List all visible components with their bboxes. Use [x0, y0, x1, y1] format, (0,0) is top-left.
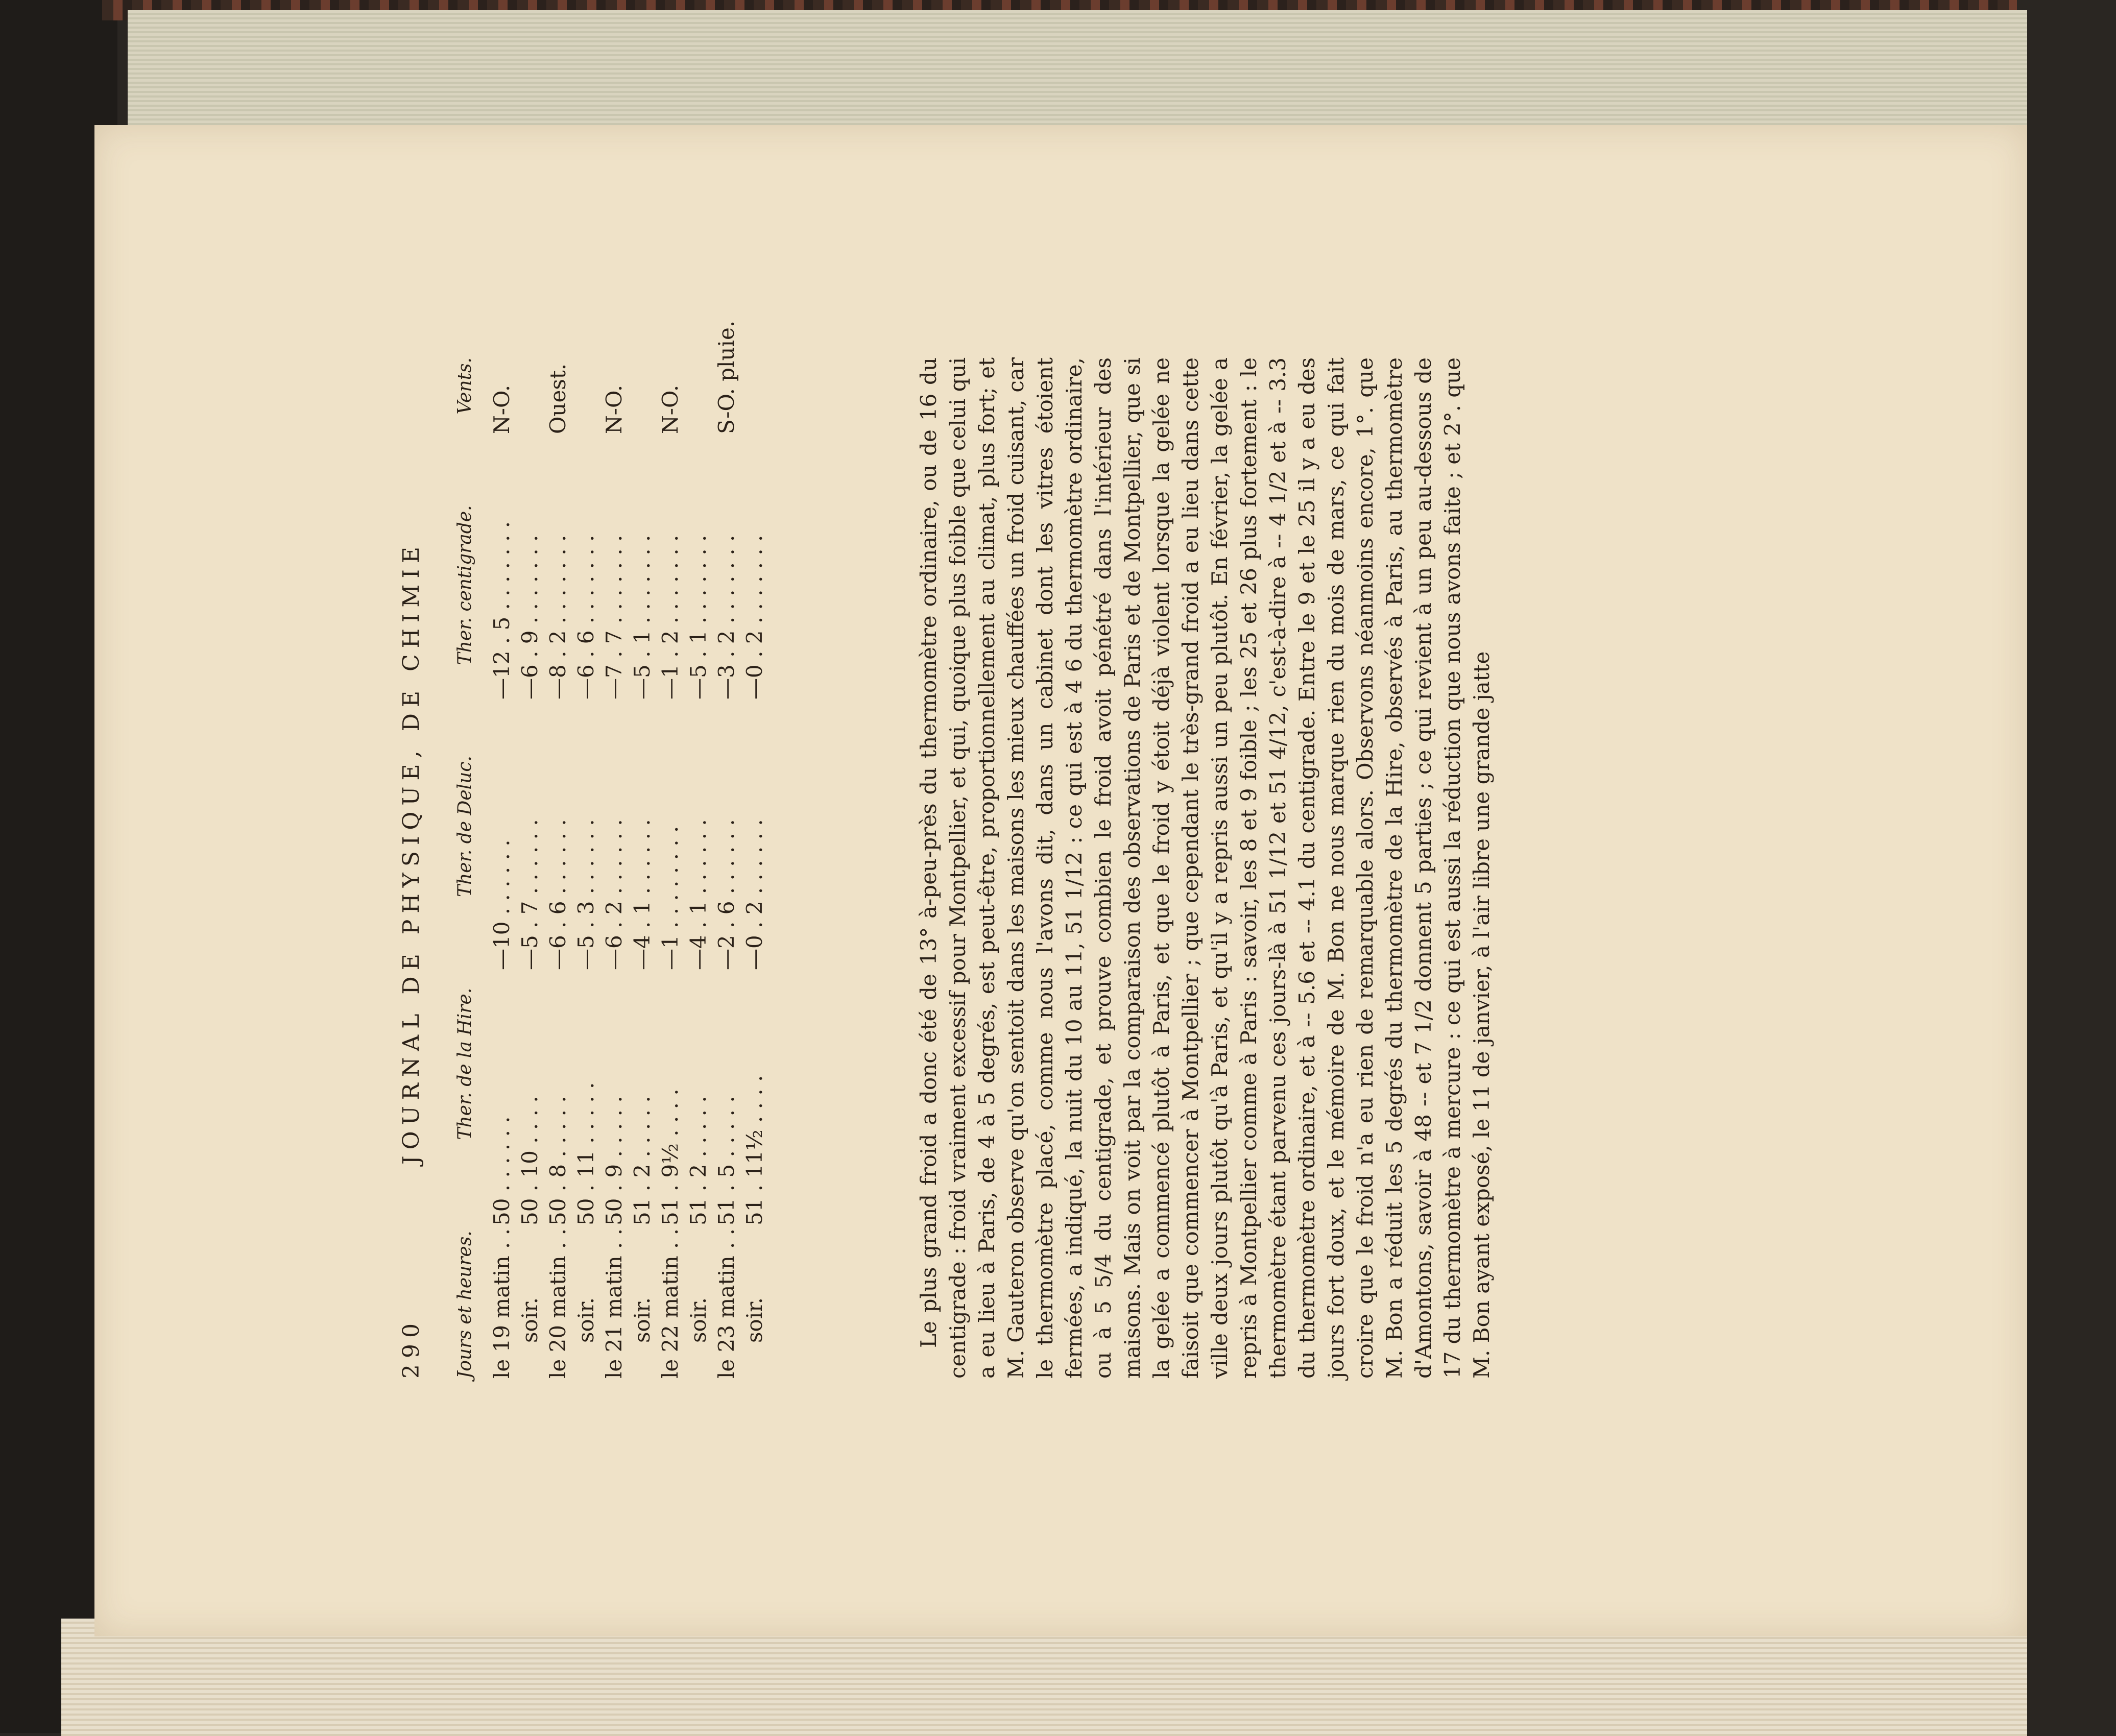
table-cell-hire: 51 . 11½ . . . .	[742, 1075, 767, 1225]
table-row	[656, 357, 684, 1379]
table-row	[712, 320, 740, 1379]
table-cell-centigrade: —12 . 5 . . . . . . .	[489, 521, 514, 700]
running-header	[398, 357, 444, 1379]
table-cell-day: soir.	[686, 1297, 711, 1343]
table-cell-centigrade: —5 . 1 . . . . . . .	[686, 535, 711, 700]
table-cell-day: le 22 matin . .	[658, 1228, 683, 1379]
column-header: Jours et heures.	[454, 1231, 475, 1379]
table-cell-wind: Ouest.	[545, 363, 570, 434]
table-cell-hire: 50 . . . . . .	[489, 1116, 514, 1225]
table-cell-day: le 19 matin . .	[489, 1228, 514, 1379]
column-header: Ther. centigrade.	[454, 505, 475, 665]
table-cell-deluc: —5 . 7 . . . . . .	[517, 819, 542, 970]
table-cell-day: le 23 matin . .	[714, 1228, 739, 1379]
table-cell-deluc: —0 . 2 . . . . . .	[742, 819, 767, 970]
table-cell-day: le 21 matin . .	[602, 1228, 627, 1379]
temperature-table	[488, 320, 768, 1379]
column-header: Ther. de Deluc.	[454, 756, 475, 897]
table-cell-wind: N-O.	[658, 384, 683, 434]
table-cell-hire: 51 . 9½ . . . .	[658, 1089, 683, 1225]
table-cell-hire: 50 . 10 . . . .	[517, 1096, 542, 1225]
table-cell-day: soir.	[517, 1297, 542, 1343]
table-cell-hire: 51 . 5 . . . . .	[714, 1096, 739, 1225]
table-cell-hire: 50 . 8 . . . . .	[545, 1096, 570, 1225]
table-cell-centigrade: —7 . 7 . . . . . . .	[602, 535, 627, 700]
table-cell-wind: N-O.	[602, 384, 627, 434]
table-cell-hire: 50 . 9 . . . . .	[602, 1096, 627, 1225]
table-cell-deluc: —2 . 6 . . . . . .	[714, 819, 739, 970]
table-cell-centigrade: —1 . 2 . . . . . . .	[658, 535, 683, 700]
table-row	[544, 357, 572, 1379]
table-row	[740, 357, 768, 1379]
table-cell-deluc: —5 . 3 . . . . . .	[573, 819, 598, 970]
column-header: Vents.	[454, 357, 475, 415]
table-cell-hire: 50 . 11 . . . . .	[573, 1082, 598, 1225]
table-row	[628, 357, 656, 1379]
table-cell-deluc: —10 . . . . . .	[489, 839, 514, 970]
table-row	[684, 357, 712, 1379]
table-cell-deluc: —4 . 1 . . . . . .	[686, 819, 711, 970]
table-row	[516, 357, 544, 1379]
body-paragraph-block	[914, 357, 1496, 1379]
table-cell-deluc: —6 . 6 . . . . . .	[545, 819, 570, 970]
column-header: Ther. de la Hire.	[454, 987, 475, 1140]
table-cell-deluc: —4 . 1 . . . . . .	[630, 819, 655, 970]
running-title: JOURNAL DE PHYSIQUE, DE CHIMIE	[398, 541, 424, 1165]
table-cell-day: le 20 matin . .	[545, 1228, 570, 1379]
table-header	[454, 357, 475, 1379]
table-cell-deluc: —6 . 2 . . . . . .	[602, 819, 627, 970]
table-cell-hire: 51 . 2 . . . . .	[630, 1096, 655, 1225]
table-cell-hire: 51 . 2 . . . . .	[686, 1096, 711, 1225]
table-cell-day: soir.	[742, 1297, 767, 1343]
rotated-page-content	[398, 320, 1848, 1379]
body-paragraph: Le plus grand froid a donc été de 13° à-peu-près du thermomètre ordinaire, ou de 16 du centigrade : froid vraiment excessif pour Montpellier, et qui, quoique plus foible que celui qui a eu lieu à Paris, de 4 à 5 degrés, est peut-être, proportionnellement au climat, plus fort; et M. Gauteron observe qu'on sentoit dans les maisons les mieux chauffées un froid cuisant, car le thermomètre placé, comme nous l'avons dit, dans un cabinet dont les vitres étoient fermées, a indiqué, la nuit du 10 au 11, 51 1/12 : ce qui est à 4 6 du thermomètre ordinaire, ou à 5 5/4 du centigrade, et prouve combien le froid avoit pénétré dans l'intérieur des maisons. Mais on voit par la comparaison des observations de Paris et de Montpellier, que si la gelée a commencé plutôt à Paris, et que le froid y étoit déjà violent lorsque la gelée ne faisoit que commencer à Montpellier ; que cependant le très-grand froid a eu lieu dans cette ville deux jours plutôt qu'à Paris, et qu'il y a repris aussi un peu plutôt. En février, la gelée a repris à Montpellier comme à Paris : savoir, les 8 et 9 foible ; les 25 et 26 plus fortement : le thermomètre étant parvenu ces jours-là à 51 1/12 et 51 4/12, c'est-à-dire à -- 4 1/2 et à -- 3.3 du thermomètre ordinaire, et à -- 5.6 et -- 4.1 du centigrade. Entre le 9 et le 25 il y a eu des jours fort doux, et le mémoire de M. Bon ne nous marque rien du mois de mars, ce qui fait croire que le froid n'a eu rien de remarquable alors. Observons néanmoins encore, 1°. que M. Bon a réduit les 5 degrés du thermomètre de la Hire, observés à Paris, au thermomètre d'Amontons, savoir à 48 -- et 7 1/2 donnent 5 parties ; ce qui revient à un peu au-dessous de 17 du thermomètre à mercure : ce qui est aussi la réduction que nous avons faite ; et 2°. que M. Bon ayant exposé, le 11 de janvier, à l'air libre une grande jatte	[916, 357, 1494, 1379]
table-cell-centigrade: —5 . 1 . . . . . . .	[630, 535, 655, 700]
table-cell-centigrade: —8 . 2 . . . . . . .	[545, 535, 570, 700]
table-cell-day: soir.	[573, 1297, 598, 1343]
table-cell-centigrade: —6 . 6 . . . . . . .	[573, 535, 598, 700]
table-cell-wind: S-O. pluie.	[714, 320, 739, 434]
table-cell-centigrade: —0 . 2 . . . . . . .	[742, 535, 767, 700]
table-cell-day: soir.	[630, 1297, 655, 1343]
table-row	[572, 357, 600, 1379]
table-row	[600, 357, 628, 1379]
table-cell-centigrade: —3 . 2 . . . . . . .	[714, 535, 739, 700]
table-cell-centigrade: —6 . 9 . . . . . . .	[517, 535, 542, 700]
table-cell-wind: N-O.	[489, 384, 514, 434]
table-cell-deluc: —1 . . . . . . . .	[658, 826, 683, 970]
page-number: 290	[398, 1317, 424, 1379]
table-row	[488, 357, 516, 1379]
